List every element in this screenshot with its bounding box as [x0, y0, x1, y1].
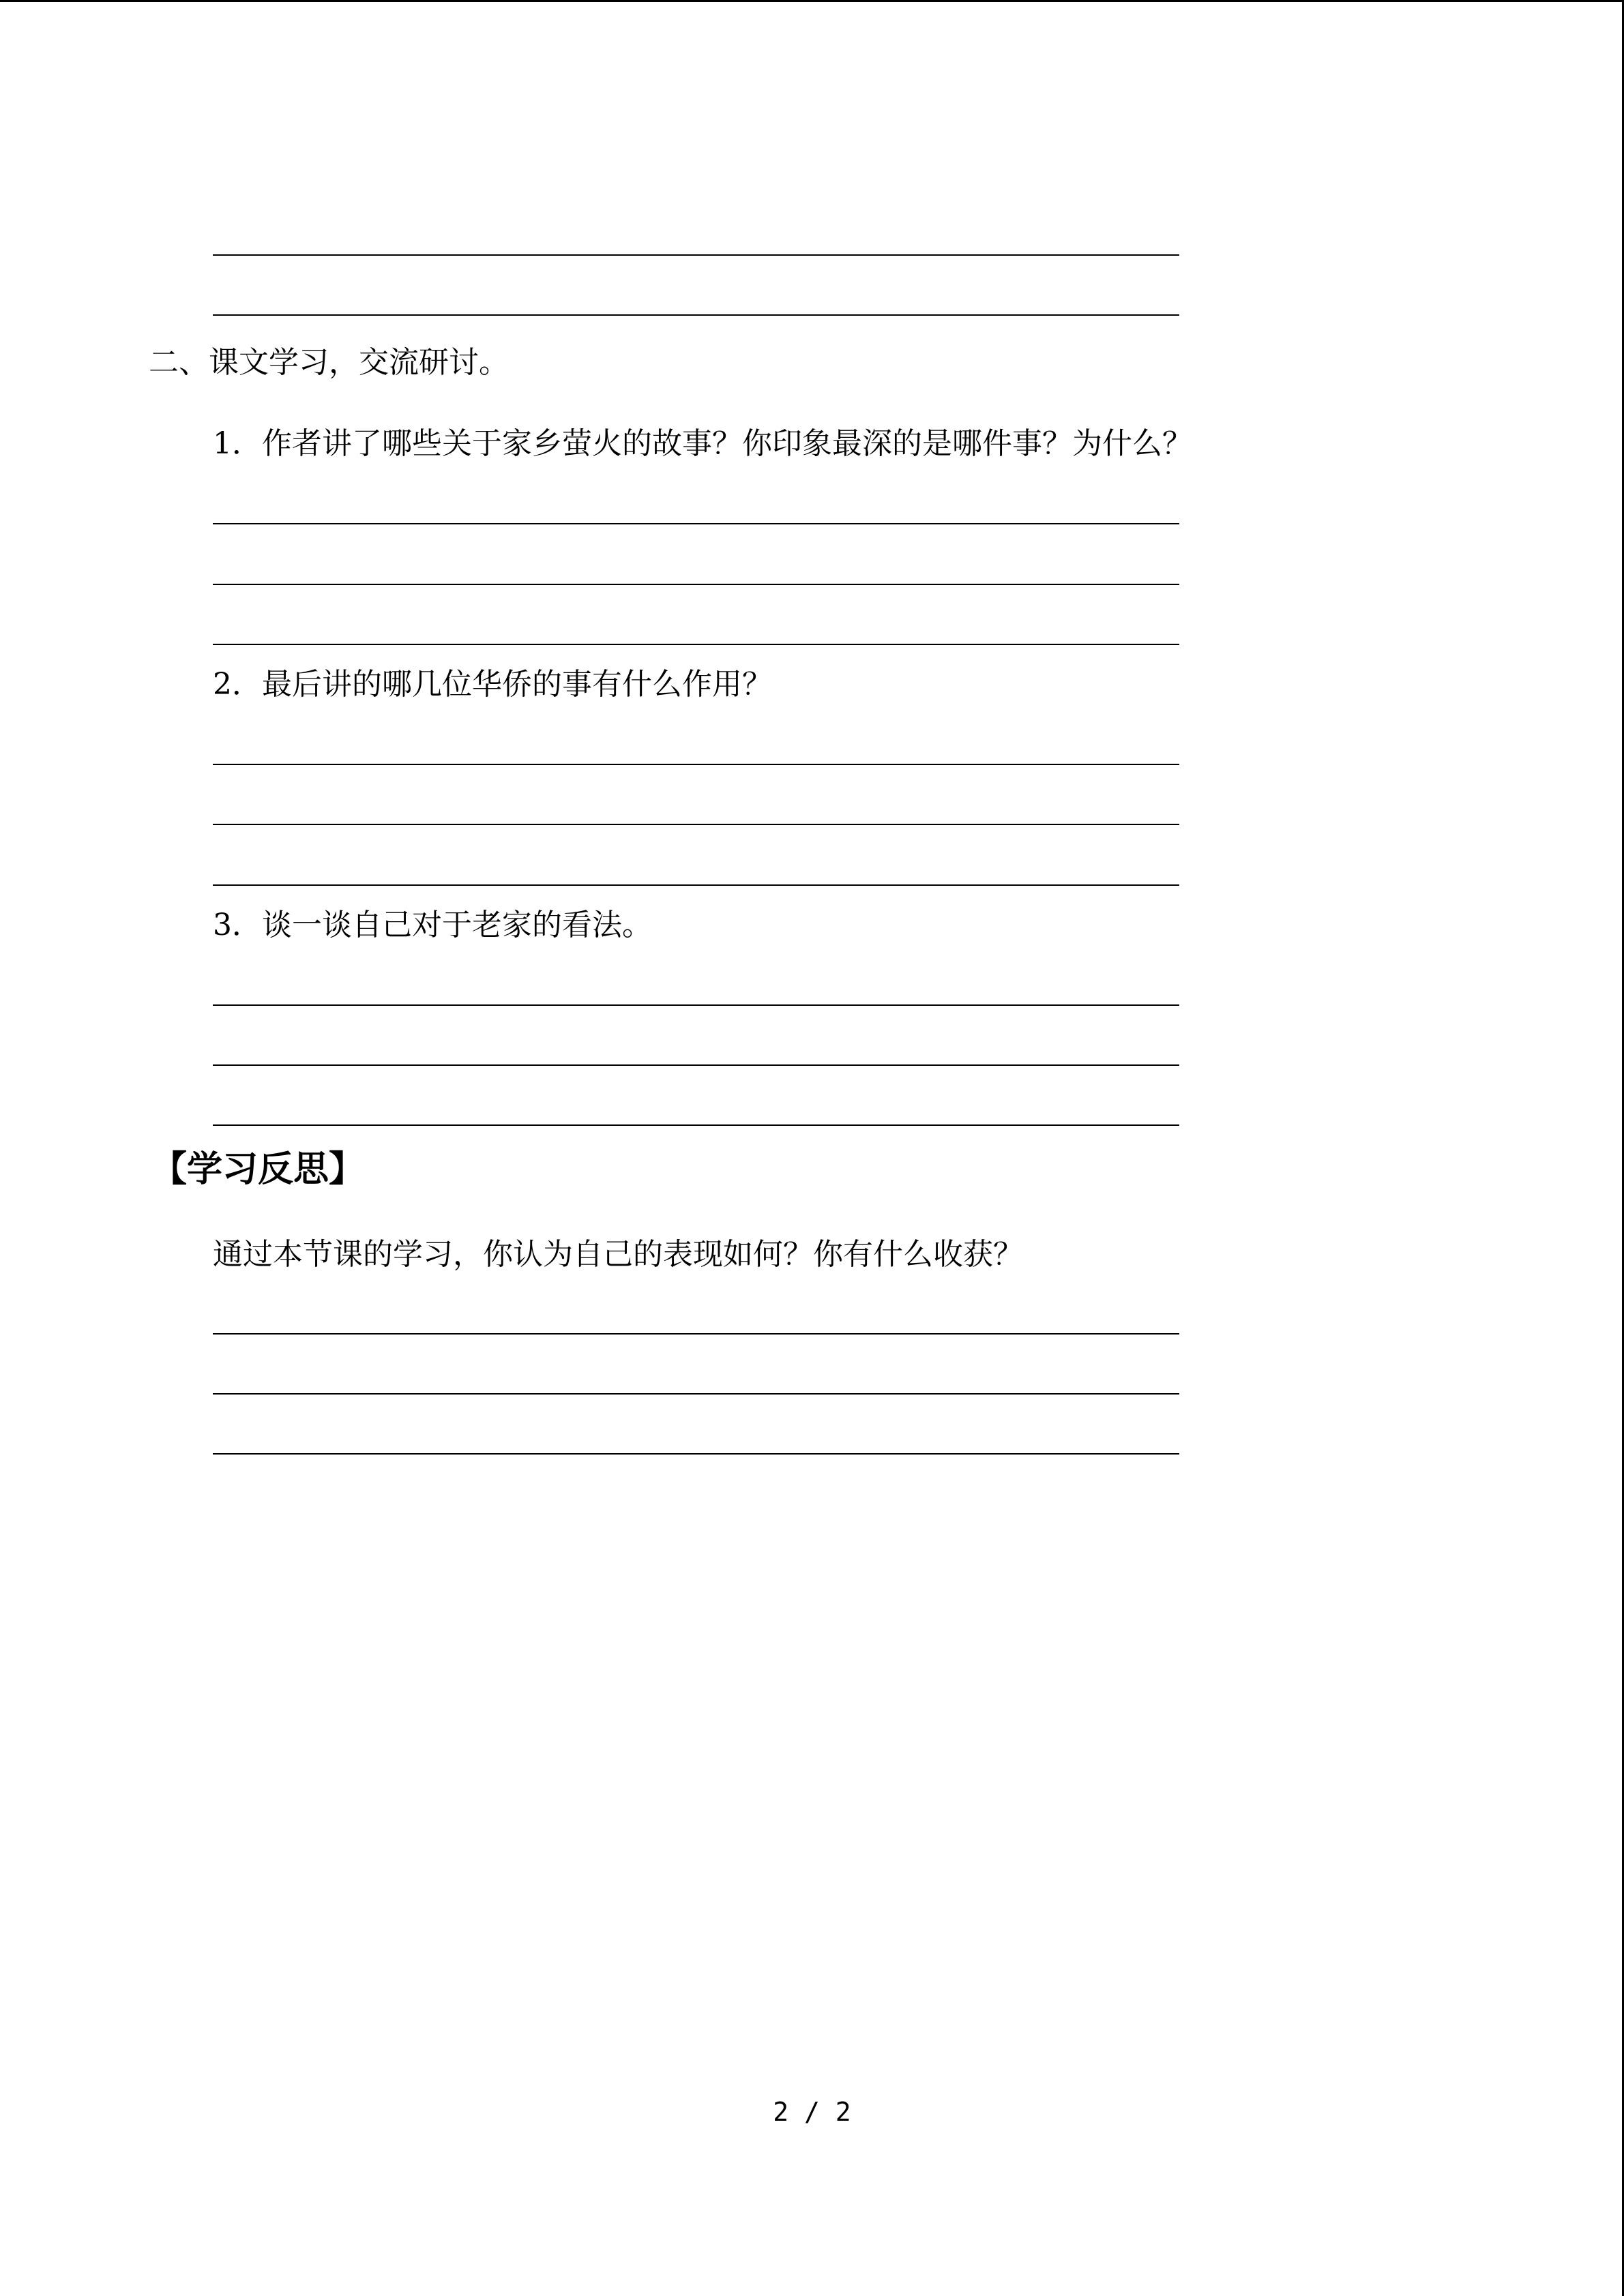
- answer-line: [213, 1453, 1179, 1455]
- answer-line: [213, 1124, 1179, 1126]
- answer-line: [213, 584, 1179, 585]
- answer-line: [213, 1064, 1179, 1066]
- answer-line: [213, 523, 1179, 524]
- answer-line: [213, 884, 1179, 886]
- answer-line: [213, 764, 1179, 765]
- question-2: 2．最后讲的哪几位华侨的事有什么作用？: [213, 667, 772, 702]
- answer-line: [213, 314, 1179, 316]
- answer-line: [213, 1333, 1179, 1335]
- answer-line: [213, 644, 1179, 645]
- section-two-title: 二、课文学习，交流研讨。: [149, 345, 509, 380]
- page-number: 2 / 2: [773, 2097, 851, 2127]
- answer-line: [213, 824, 1179, 825]
- reflection-heading: 【学习反思】: [151, 1149, 365, 1190]
- page-top-border: [0, 0, 1624, 2]
- answer-line: [213, 1393, 1179, 1395]
- reflection-prompt: 通过本节课的学习，你认为自己的表现如何？你有什么收获？: [213, 1237, 1023, 1272]
- answer-line: [213, 254, 1179, 256]
- question-3: 3．谈一谈自己对于老家的看法。: [213, 908, 652, 942]
- question-1: 1．作者讲了哪些关于家乡萤火的故事？你印象最深的是哪件事？为什么？: [213, 426, 1192, 461]
- answer-line: [213, 1004, 1179, 1006]
